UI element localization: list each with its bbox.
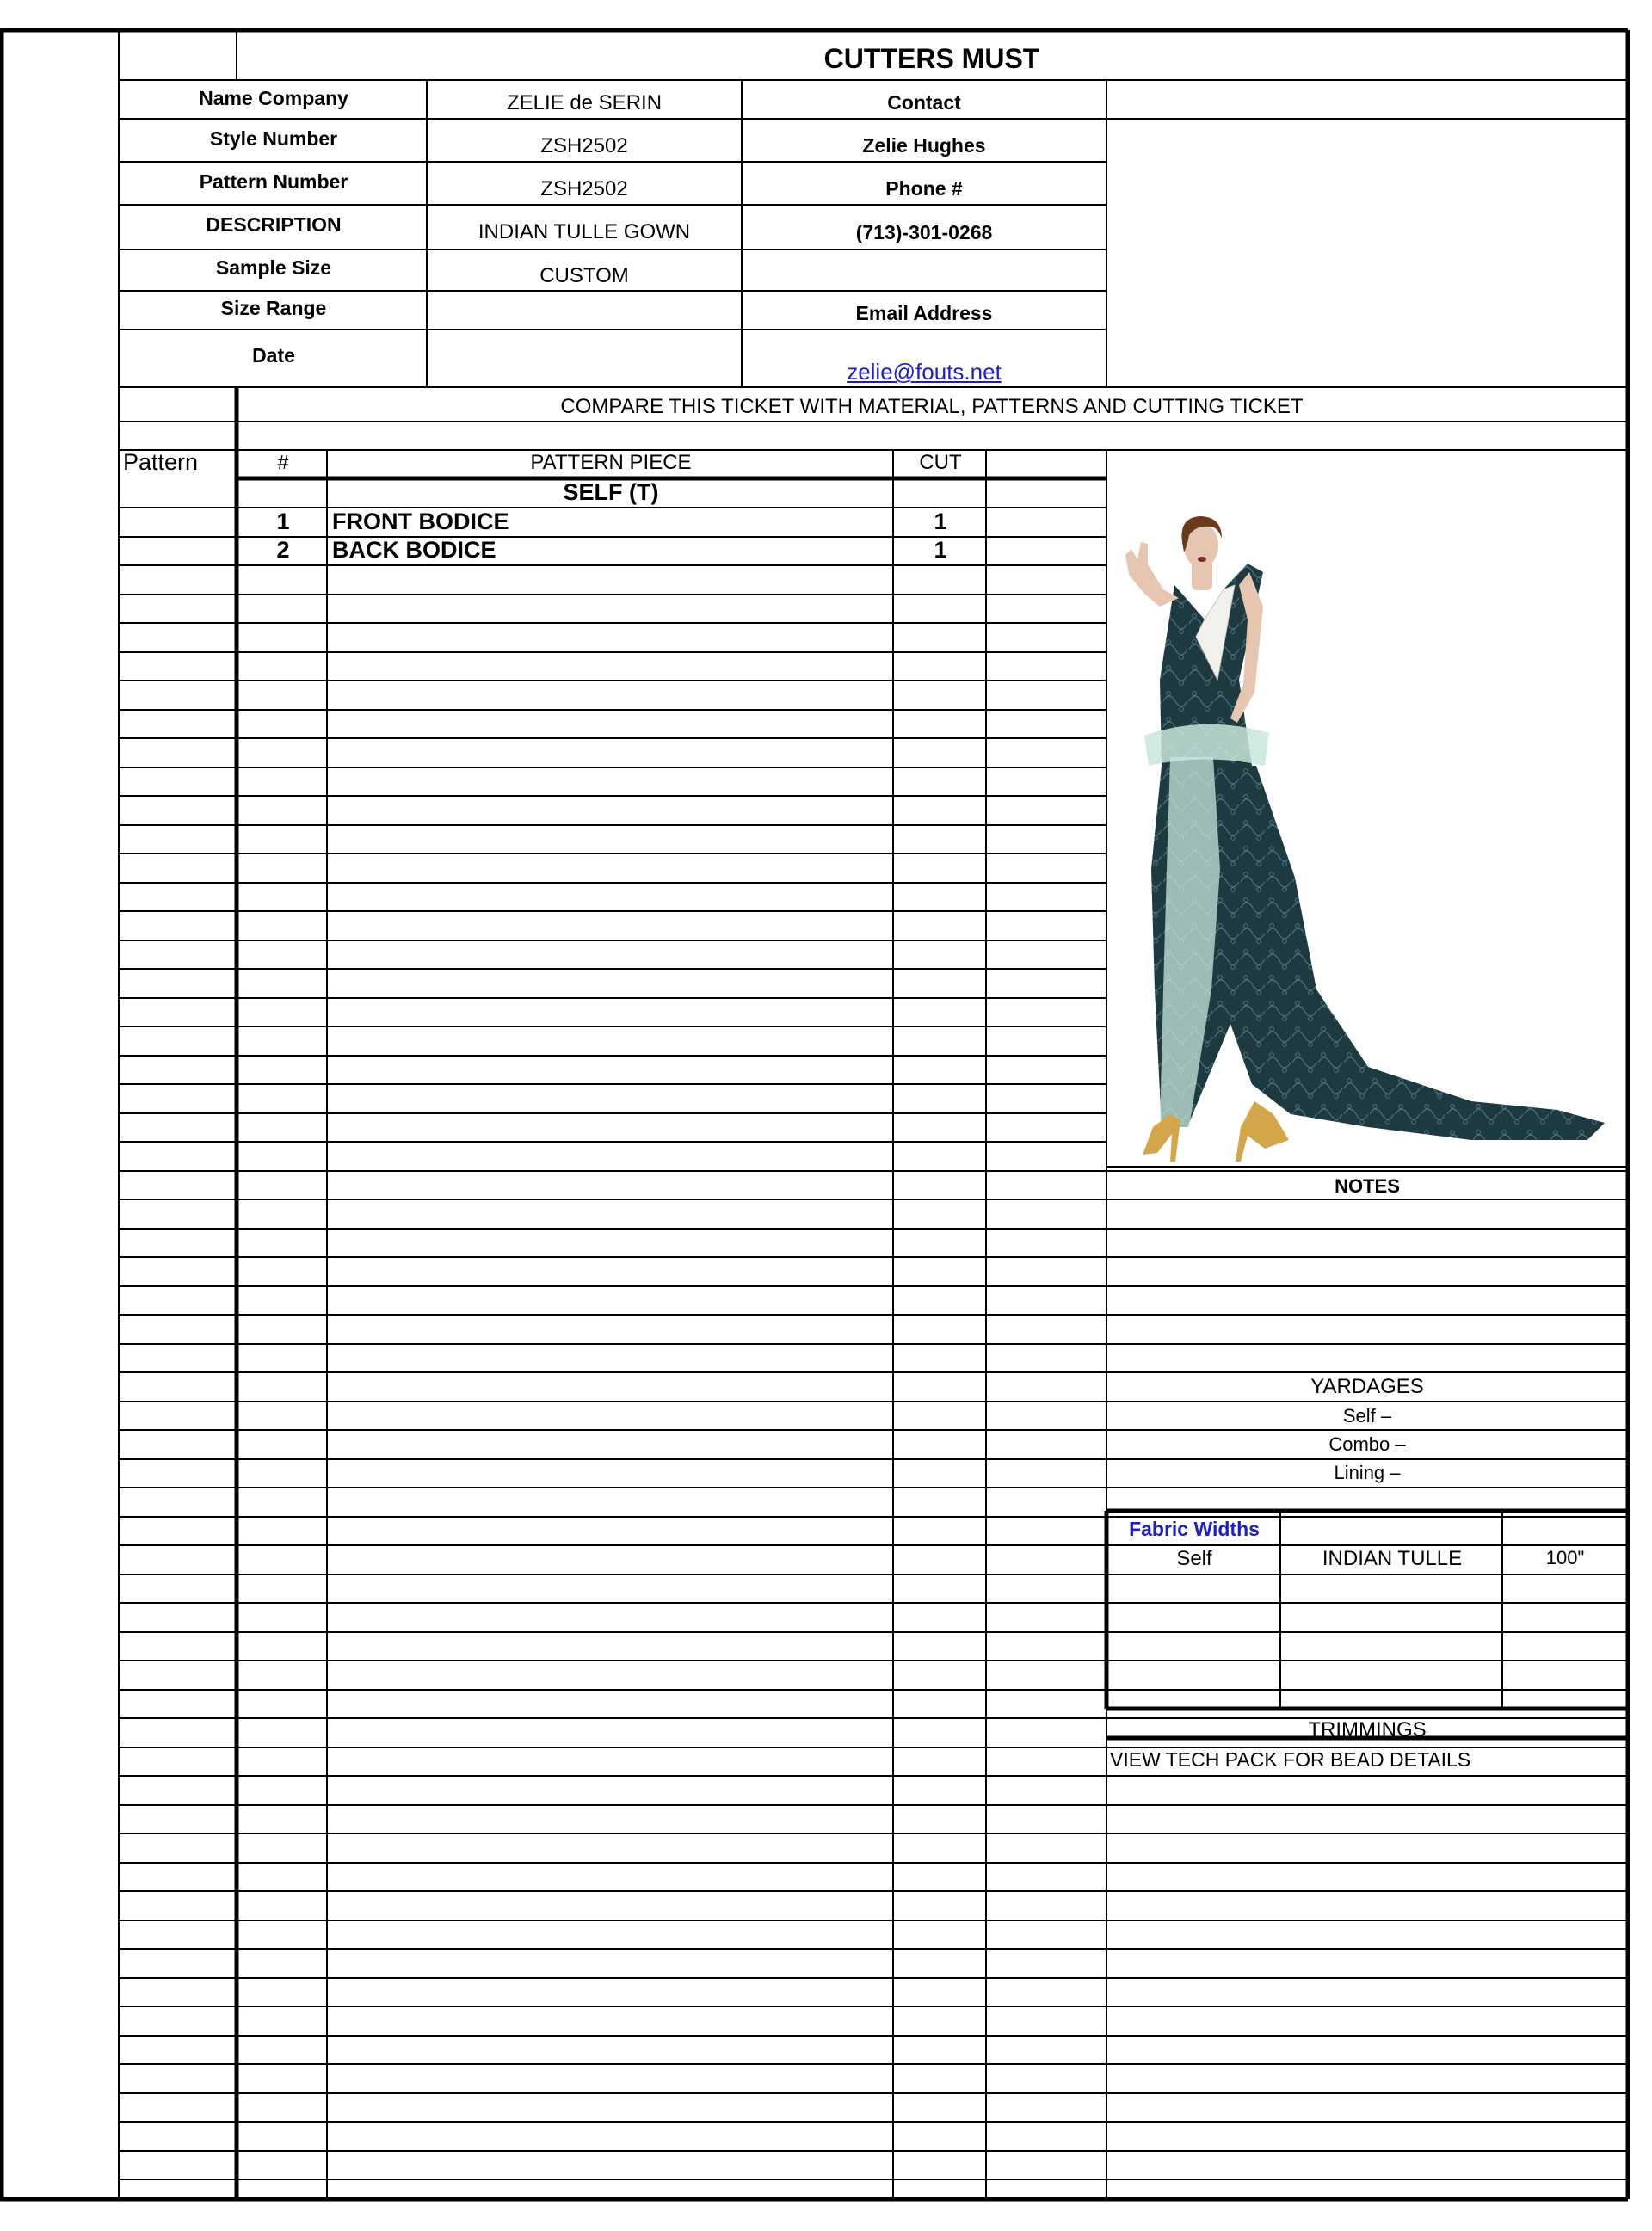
sample-size-label: Sample Size: [215, 256, 332, 279]
pattern-piece-col-header: PATTERN PIECE: [530, 451, 692, 474]
yardages-label: YARDAGES: [1310, 1375, 1424, 1398]
email-label: Email Address: [855, 302, 993, 324]
row-2-num: 2: [276, 537, 290, 563]
pattern-number-label: Pattern Number: [199, 170, 348, 193]
name-company-label: Name Company: [199, 87, 348, 109]
name-company-value: ZELIE de SERIN: [506, 91, 663, 114]
notes-label: NOTES: [1335, 1175, 1400, 1197]
description-label: DESCRIPTION: [206, 213, 342, 236]
row-2-piece: BACK BODICE: [332, 537, 496, 563]
row-1-num: 1: [276, 508, 290, 534]
yardage-lining: Lining –: [1334, 1462, 1401, 1483]
raised-arm: [1125, 542, 1179, 607]
fabric-row-1-fabric: INDIAN TULLE: [1322, 1547, 1463, 1570]
gown-sketch-image: [1110, 508, 1618, 1162]
cut-col-header: CUT: [919, 451, 962, 474]
row-2-cut: 1: [934, 537, 947, 563]
gown-train: [1151, 766, 1605, 1140]
tulle-drape: [1160, 757, 1220, 1127]
right-shoe: [1236, 1101, 1289, 1162]
fabric-row-1-type: Self: [1176, 1547, 1212, 1570]
size-range-label: Size Range: [220, 297, 327, 319]
section-self: SELF (T): [563, 479, 659, 505]
pattern-col-header: Pattern: [123, 449, 199, 475]
description-value: INDIAN TULLE GOWN: [478, 220, 691, 243]
trimmings-label: TRIMMINGS: [1308, 1718, 1427, 1741]
pattern-number-value: ZSH2502: [540, 177, 628, 200]
email-link[interactable]: zelie@fouts.net: [847, 359, 1002, 385]
phone-label: Phone #: [885, 177, 963, 200]
num-col-header: #: [277, 451, 289, 473]
contact-label: Contact: [887, 91, 961, 114]
style-number-label: Style Number: [209, 127, 338, 150]
mouth: [1198, 557, 1206, 562]
sample-size-value: CUSTOM: [539, 264, 629, 287]
date-label: Date: [252, 344, 295, 367]
yardage-combo: Combo –: [1328, 1433, 1406, 1455]
compare-note: COMPARE THIS TICKET WITH MATERIAL, PATTERNS AND CUTTING TICKET: [560, 395, 1304, 418]
style-number-value: ZSH2502: [540, 134, 628, 157]
phone-value: (713)-301-0268: [855, 221, 993, 243]
row-1-piece: FRONT BODICE: [332, 508, 509, 534]
row-1-cut: 1: [934, 508, 947, 534]
left-shoe: [1143, 1114, 1180, 1162]
fabric-row-1-width: 100": [1545, 1547, 1585, 1568]
sheet-title: CUTTERS MUST: [823, 43, 1040, 74]
fabric-widths-label: Fabric Widths: [1129, 1518, 1260, 1540]
trimmings-note: VIEW TECH PACK FOR BEAD DETAILS: [1110, 1748, 1471, 1771]
contact-name: Zelie Hughes: [862, 134, 986, 157]
yardage-self: Self –: [1342, 1405, 1392, 1427]
